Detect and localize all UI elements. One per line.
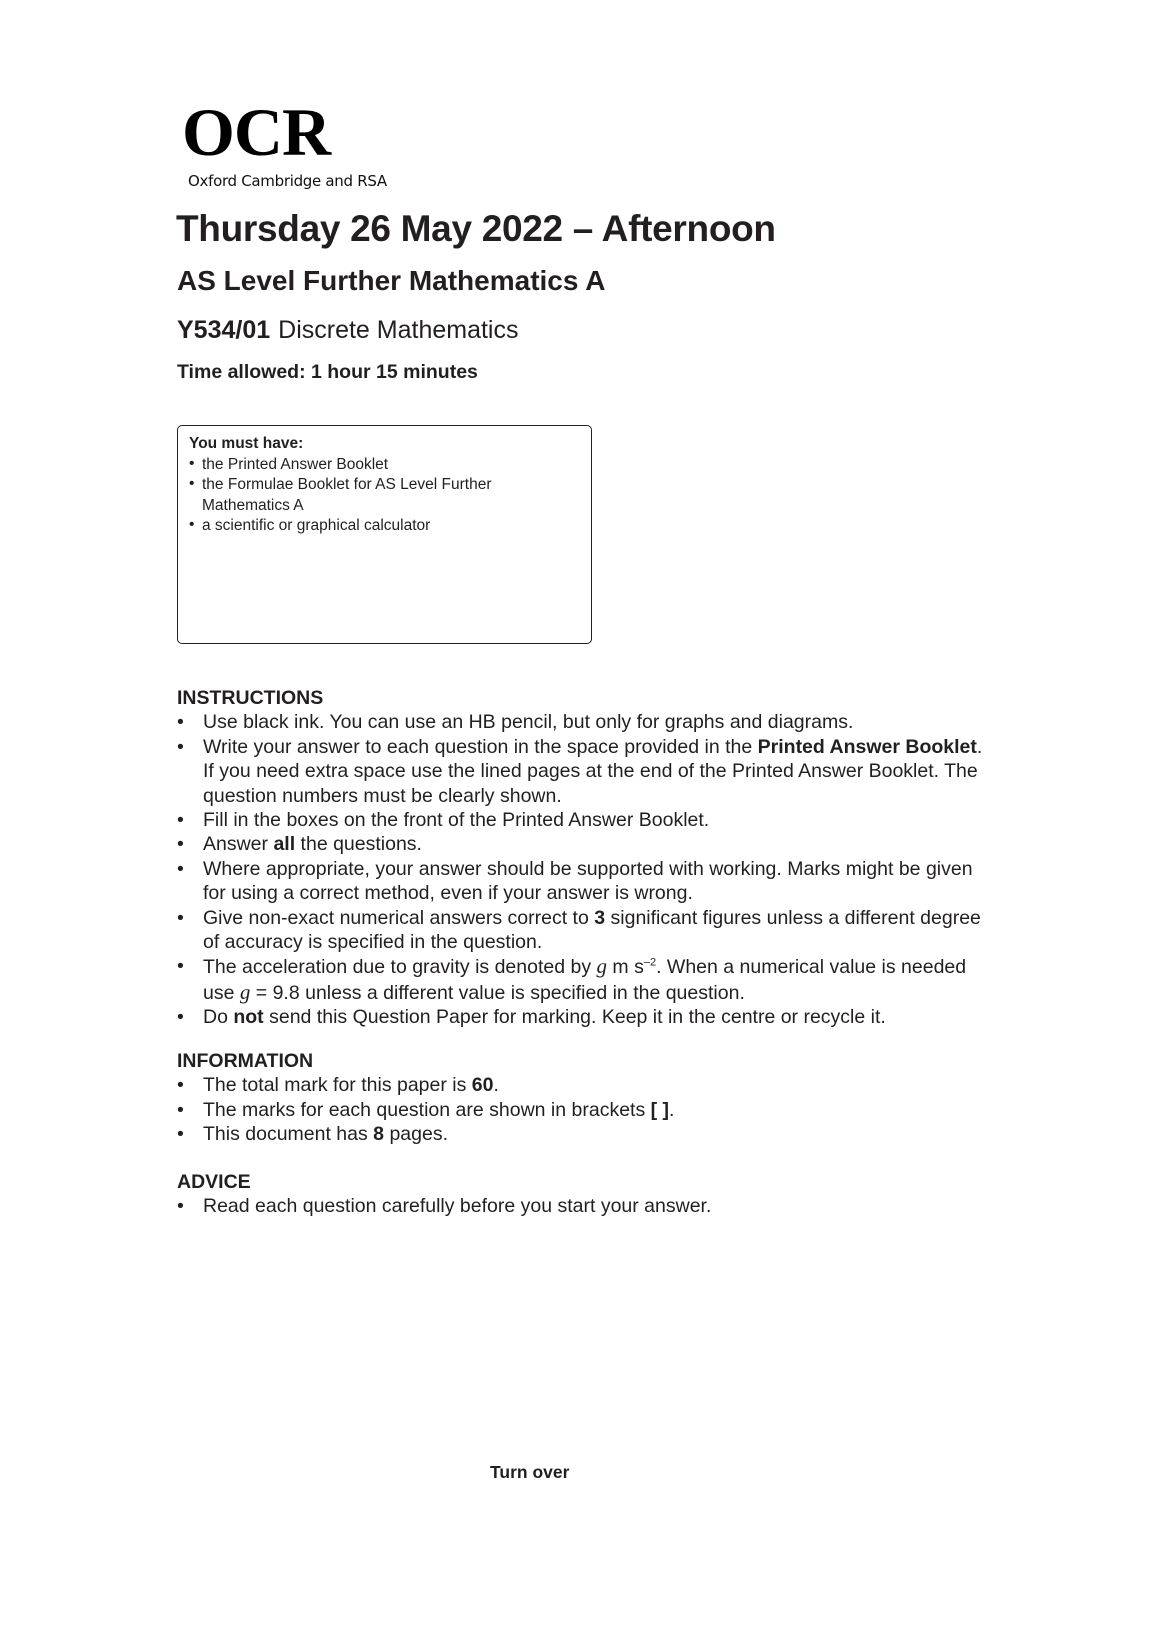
text: pages. (384, 1123, 448, 1146)
math-g: g (239, 979, 251, 1004)
qualification-title: AS Level Further Mathematics A (177, 265, 606, 296)
must-have-item: • the Printed Answer Booklet (189, 455, 580, 476)
bold-text: Printed Answer Booklet (757, 735, 977, 758)
text: Give non-exact numerical answers correct to (203, 906, 595, 929)
text: This document has (203, 1123, 374, 1146)
text: . (493, 1074, 499, 1097)
bold-text: 8 (373, 1123, 385, 1146)
bold-text: not (233, 1006, 264, 1029)
superscript: –2 (643, 956, 657, 969)
paper-code: Y534/01 (177, 316, 271, 344)
ocr-logo: OCR (182, 94, 331, 170)
information-item (177, 1073, 997, 1097)
text: The acceleration due to gravity is denoted by (203, 956, 597, 979)
text: = 9.8 unless a different value is specified in the question. (250, 981, 745, 1004)
text: The marks for each question are shown in brackets (203, 1098, 651, 1121)
text: Write your answer to each question in the space provided in the (203, 735, 758, 758)
must-have-item: • a scientific or graphical calculator (189, 516, 580, 537)
exam-date-title: Thursday 26 May 2022 – Afternoon (176, 208, 776, 249)
text: Answer (203, 833, 274, 856)
ocr-logo-subtitle: Oxford Cambridge and RSA (188, 172, 387, 190)
text: . When a numerical value is needed use (203, 956, 967, 1004)
instruction-item (177, 906, 997, 955)
bold-text: 60 (471, 1074, 494, 1097)
instruction-item: • Use black ink. You can use an HB pencil, but only for graphs and diagrams. (177, 710, 997, 734)
time-allowed: Time allowed: 1 hour 15 minutes (177, 361, 478, 383)
math-g: g (596, 954, 607, 979)
must-have-box (177, 425, 592, 644)
paper-name: Discrete Mathematics (278, 316, 519, 344)
text: . If you need extra space use the lined pages at the end of the Printed Answer Booklet. The question numbers must be clearly shown. (203, 735, 983, 807)
text: The total mark for this paper is (203, 1074, 472, 1097)
text: Do (203, 1006, 234, 1029)
instruction-item (177, 954, 997, 1005)
instruction-item: • Fill in the boxes on the front of the Printed Answer Booklet. (177, 808, 997, 832)
text: . (669, 1098, 675, 1121)
instruction-item: • Where appropriate, your answer should be supported with working. Marks might be given for using a correct method, even if your answer is wrong. (177, 857, 997, 906)
text: the questions. (295, 833, 422, 856)
paper-code-line (177, 316, 519, 345)
bold-text: [ ] (650, 1098, 670, 1121)
instruction-item (177, 832, 997, 856)
instructions-heading: INSTRUCTIONS (177, 687, 324, 709)
bold-text: all (273, 833, 296, 856)
must-have-heading: You must have: (189, 435, 304, 452)
turn-over-label: Turn over (490, 1462, 570, 1482)
advice-item: • Read each question carefully before you start your answer. (177, 1194, 997, 1218)
instruction-item (177, 1005, 997, 1029)
information-heading: INFORMATION (177, 1050, 314, 1072)
instructions-section (177, 686, 997, 1030)
instruction-item (177, 735, 997, 808)
advice-heading: ADVICE (177, 1171, 251, 1193)
must-have-item: • the Formulae Booklet for AS Level Further Mathematics A (189, 475, 580, 516)
text: m s (607, 956, 644, 979)
text: significant figures unless a different degree of accuracy is specified in the question. (203, 906, 981, 954)
text: send this Question Paper for marking. Keep it in the centre or recycle it. (263, 1006, 886, 1029)
information-item (177, 1098, 997, 1122)
information-item (177, 1122, 997, 1146)
bold-text: 3 (594, 906, 606, 929)
advice-section (177, 1170, 997, 1219)
information-section (177, 1049, 997, 1147)
